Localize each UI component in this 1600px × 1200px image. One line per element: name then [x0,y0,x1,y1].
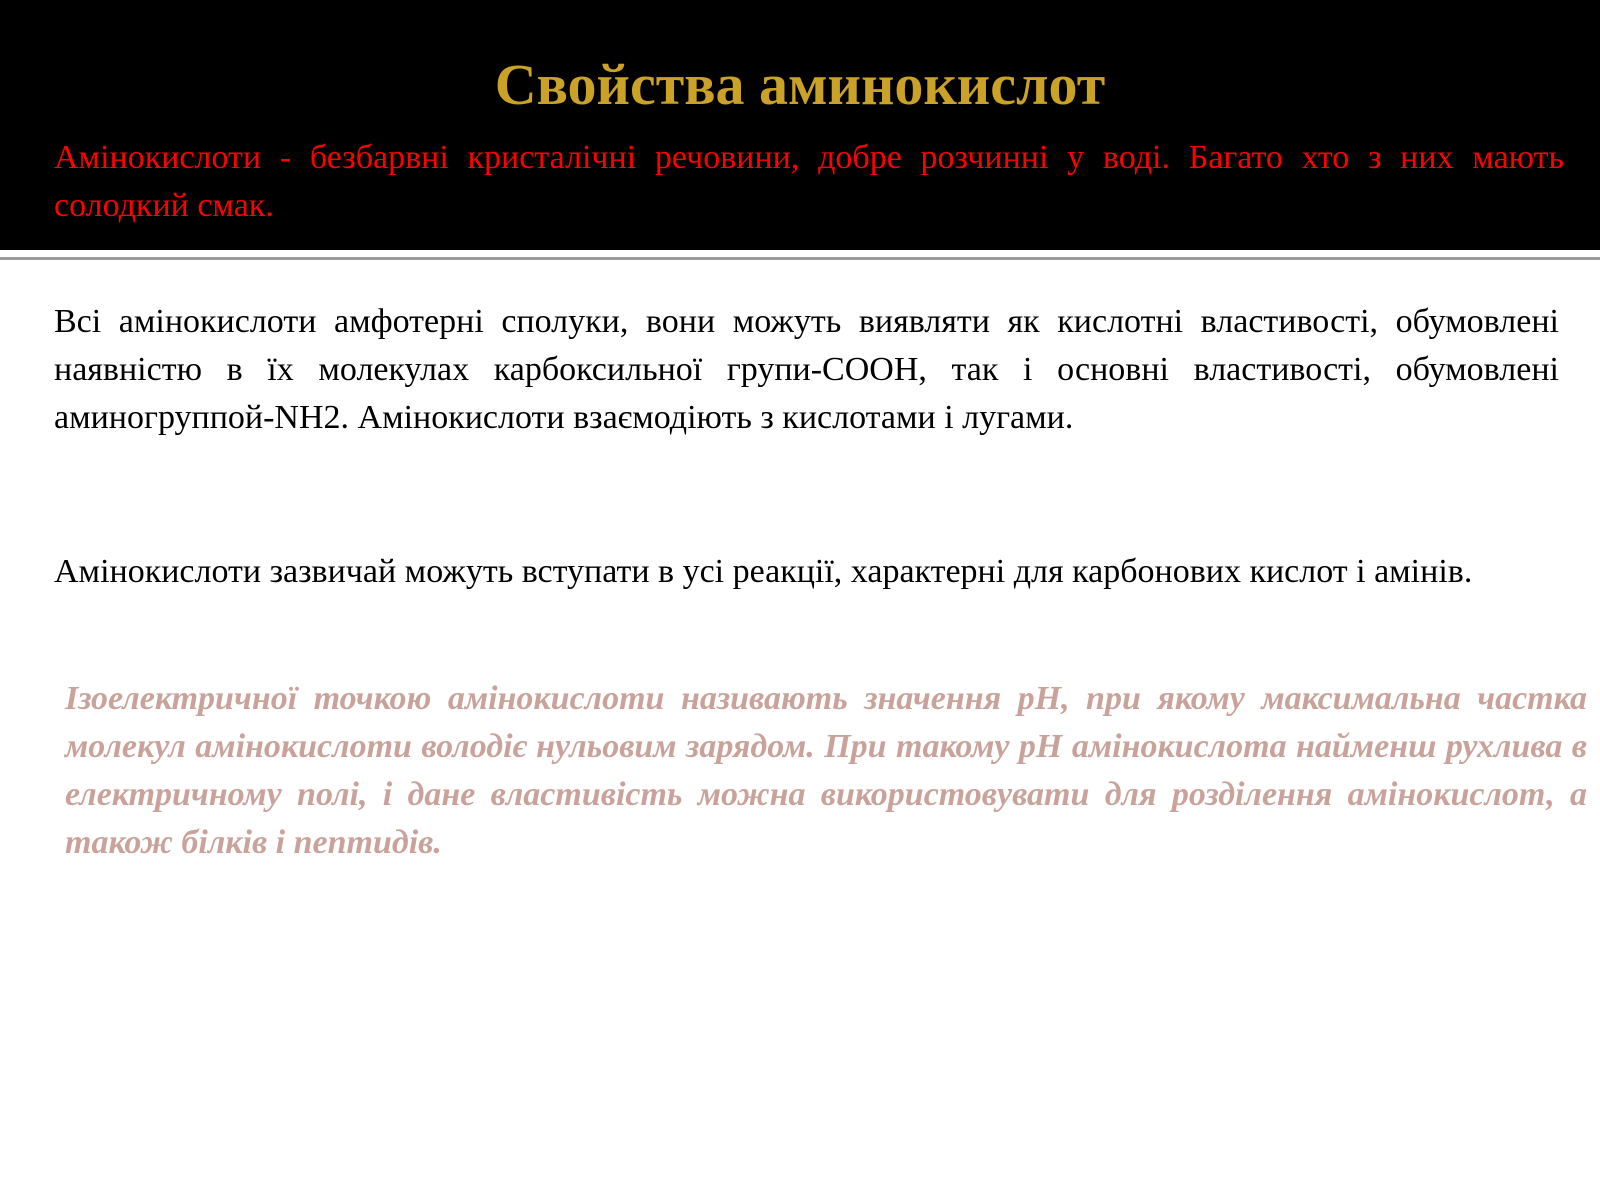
paragraph-amphoteric: Всі амінокислоти амфотерні сполуки, вони можуть виявляти як кислотні властивості, обумовлені наявністю в їх молекулах карбоксильної групи-СООН, так і основні властивості, обумовлені аминогруппой-NH2. Амінокислоти взаємодіють з кислотами і лугами. [54,303,1559,436]
header-divider-white [0,250,1600,257]
paragraph-reactions: Амінокислоти зазвичай можуть вступати в усі реакції, характерні для карбонових кислот і амінів. [54,553,1473,590]
slide-title: Свойства аминокислот [494,52,1106,117]
slide-subtitle: Амінокислоти - безбарвні кристалічні речовини, добре розчинні у воді. Багато хто з них мають солодкий смак. [54,139,1564,224]
paragraph-isoelectric-point: Ізоелектричної точкою амінокислоти називають значення pH, при якому максимальна частка молекул амінокислоти володіє нульовим зарядом. При такому pH амінокислота найменш рухлива в електричному полі, і дане властивість можна використовувати для розділення амінокислот, а також білків і пептидів. [65,680,1587,861]
header-divider-gray [0,257,1600,260]
